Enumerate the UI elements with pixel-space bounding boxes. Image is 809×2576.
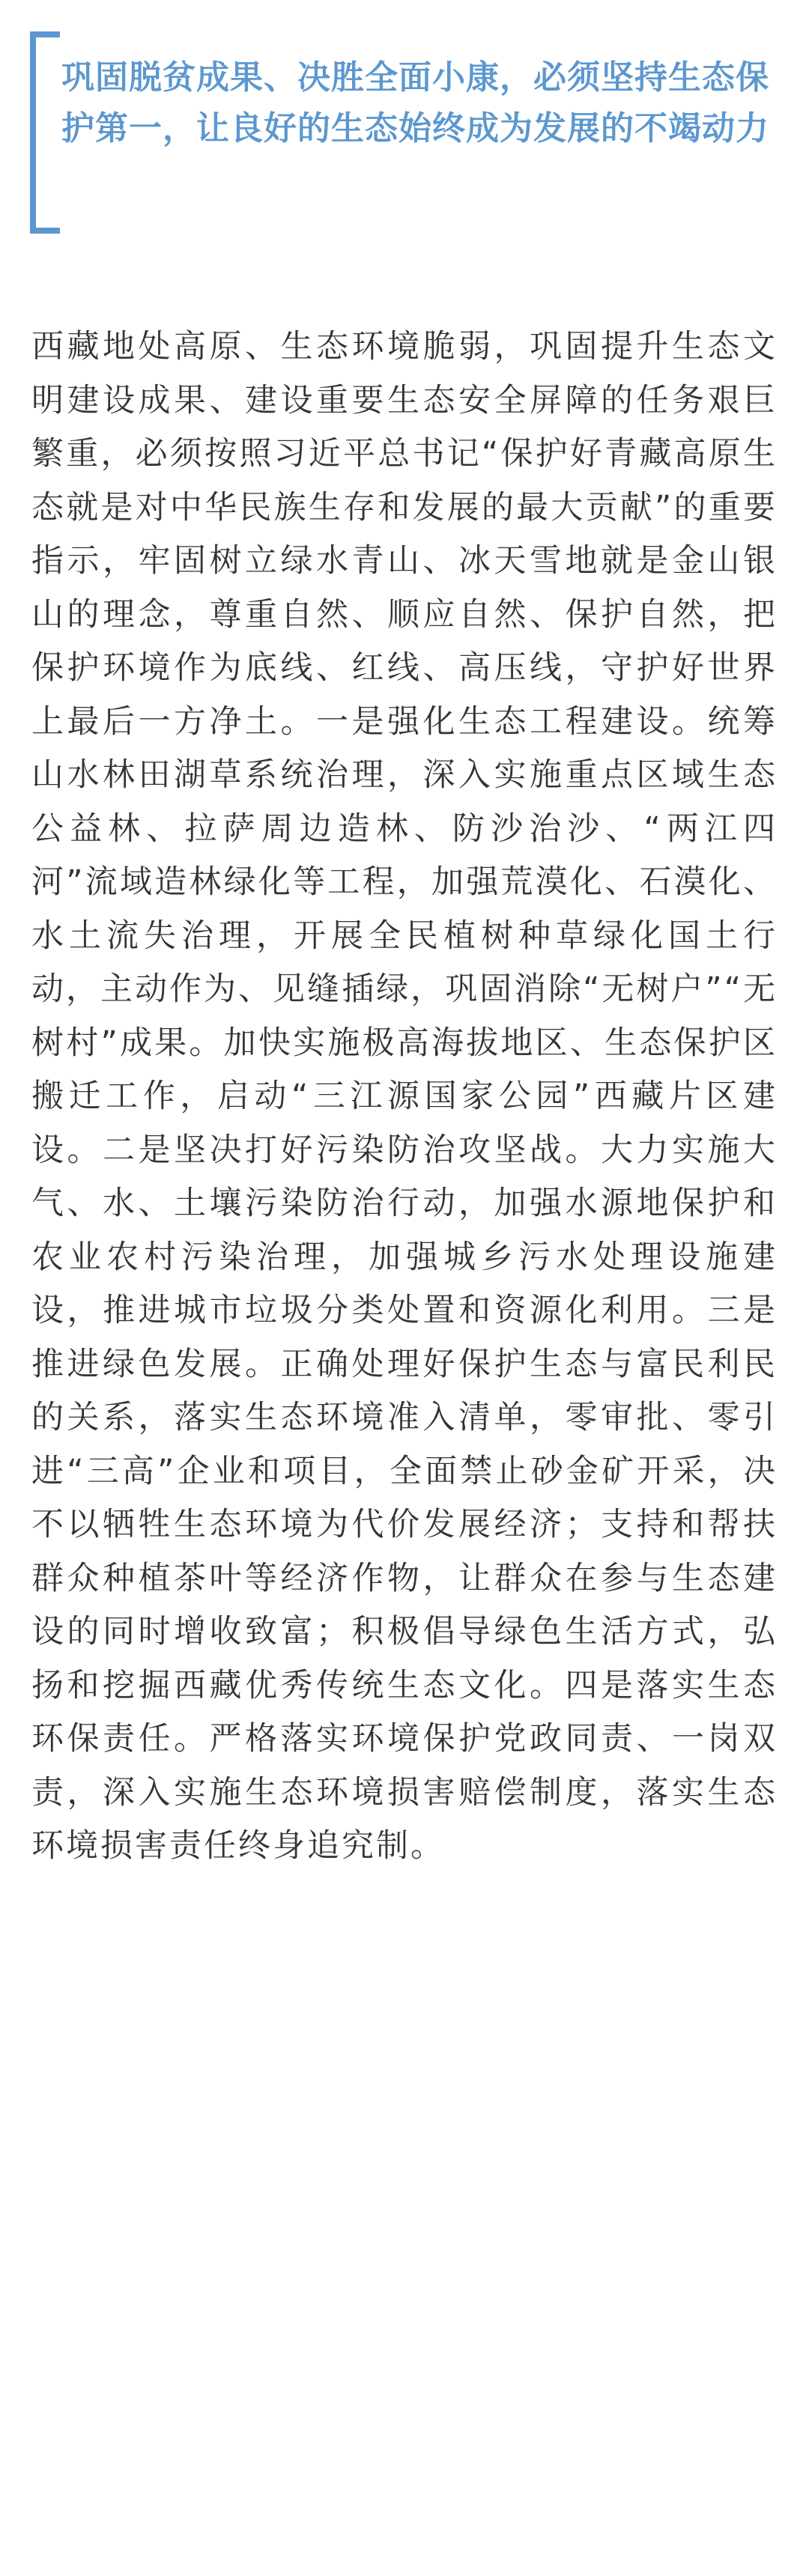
heading-bracket-bottom [30, 228, 60, 234]
heading-bracket-top [30, 31, 60, 37]
heading-bracket-vertical [30, 31, 36, 234]
heading-title: 巩固脱贫成果、决胜全面小康，必须坚持生态保护第一，让良好的生态始终成为发展的不竭动力 [61, 58, 769, 148]
body-paragraph: 西藏地处高原、生态环境脆弱，巩固提升生态文明建设成果、建设重要生态安全屏障的任务艰巨繁重，必须按照习近平总书记“保护好青藏高原生态就是对中华民族生存和发展的最大贡献”的重要指示，牢固树立绿水青山、冰天雪地就是金山银山的理念，尊重自然、顺应自然、保护自然，把保护环境作为底线、红线、高压线，守护好世界上最后一方净土。一是强化生态工程建设。统筹山水林田湖草系统治理，深入实施重点区域生态公益林、拉萨周边造林、防沙治沙、“两江四河”流域造林绿化等工程，加强荒漠化、石漠化、水土流失治理，开展全民植树种草绿化国土行动，主动作为、见缝插绿，巩固消除“无树户”“无树村”成果。加快实施极高海拔地区、生态保护区搬迁工作，启动“三江源国家公园”西藏片区建设。二是坚决打好污染防治攻坚战。大力实施大气、水、土壤污染防治行动，加强水源地保护和农业农村污染治理，加强城乡污水处理设施建设，推进城市垃圾分类处置和资源化利用。三是推进绿色发展。正确处理好保护生态与富民利民的关系，落实生态环境准入清单，零审批、零引进“三高”企业和项目，全面禁止砂金矿开采，决不以牺牲生态环境为代价发展经济；支持和帮扶群众种植茶叶等经济作物，让群众在参与生态建设的同时增收致富；积极倡导绿色生活方式，弘扬和挖掘西藏优秀传统生态文化。四是落实生态环保责任。严格落实环境保护党政同责、一岗双责，深入实施生态环境损害赔偿制度，落实生态环境损害责任终身追究制。 [31, 328, 778, 1865]
section-heading [30, 31, 779, 234]
